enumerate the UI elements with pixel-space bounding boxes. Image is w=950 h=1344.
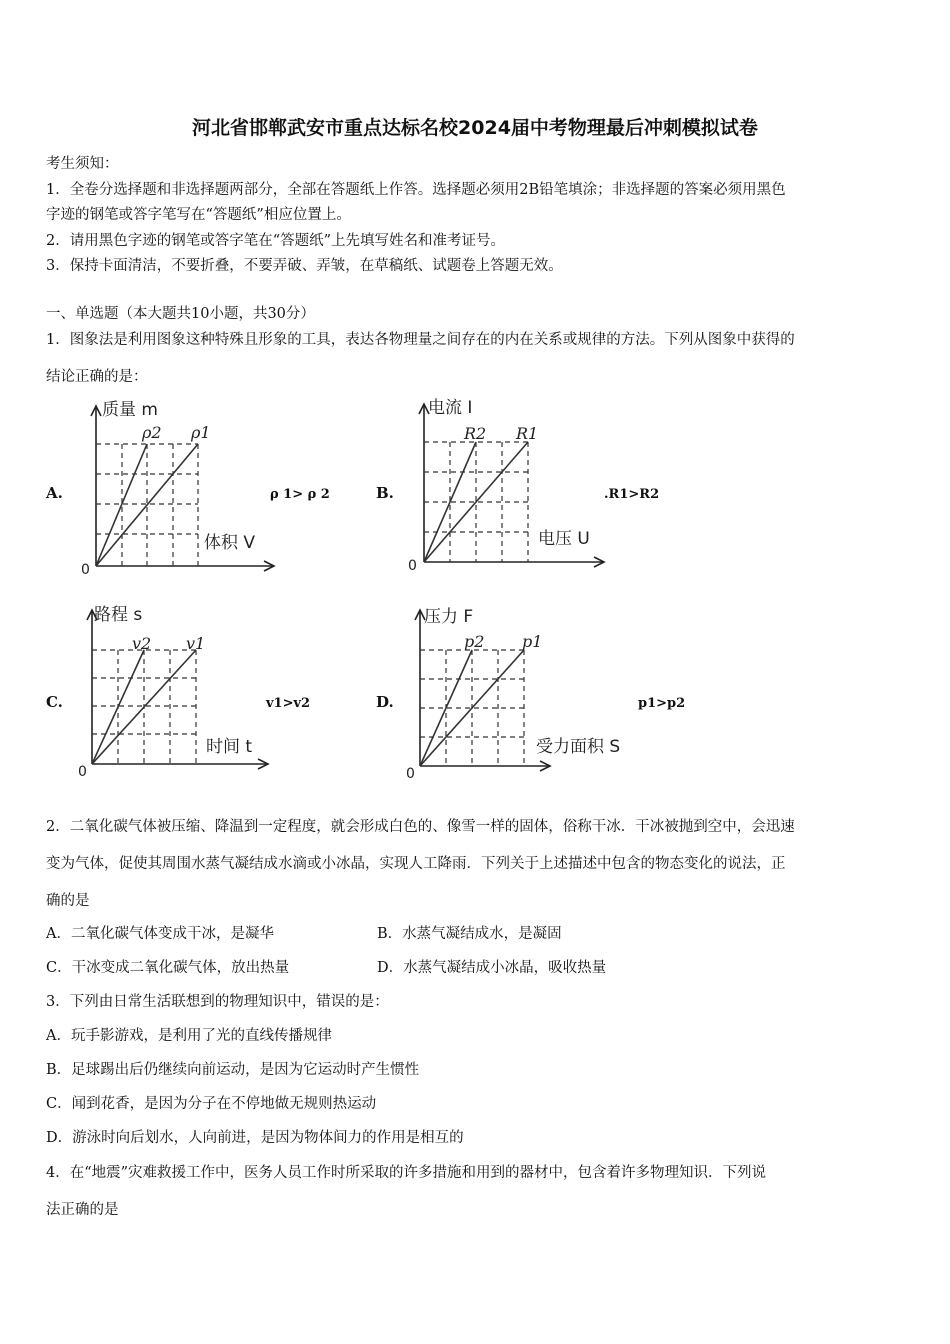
option-d-graph: [400, 600, 640, 784]
question-1-stem: 结论正确的是：: [46, 369, 148, 385]
steep-line-label: v2: [132, 634, 152, 653]
section-heading: 一、单选题（本大题共10小题，共30分）: [46, 306, 315, 322]
question-3-option: D．游泳时向后划水，人向前进，是因为物体间力的作用是相互的: [46, 1130, 464, 1146]
question-2-option-c: C．干冰变成二氧化碳气体，放出热量: [46, 960, 290, 976]
question-2-option-b: B．水蒸气凝结成水，是凝固: [377, 926, 562, 942]
question-1-stem: 1．图象法是利用图象这种特殊且形象的工具，表达各物理量之间存在的内在关系或规律的方法。下列从图象中获得的: [46, 332, 795, 348]
option-a-conclusion: ρ 1> ρ 2: [270, 487, 330, 502]
question-3-stem: 3．下列由日常生活联想到的物理知识中，错误的是：: [46, 994, 389, 1010]
steep-line: [420, 650, 472, 766]
option-a-label: A.: [46, 484, 63, 502]
option-a-graph: [74, 396, 284, 580]
option-d-label: D.: [376, 693, 394, 711]
x-axis-label: 受力面积 S: [536, 737, 621, 757]
x-axis-label: 电压 U: [538, 529, 590, 549]
origin-label: 0: [81, 562, 90, 578]
notice-item: 字迹的钢笔或答字笔写在“答题纸”相应位置上。: [46, 207, 351, 223]
option-c-conclusion: v1>v2: [266, 696, 311, 711]
option-b-label: B.: [376, 484, 394, 502]
question-3-option: A．玩手影游戏，是利用了光的直线传播规律: [46, 1028, 332, 1044]
origin-label: 0: [408, 558, 417, 574]
option-c-graph: [72, 602, 282, 786]
notice-item: 3．保持卡面清洁，不要折叠，不要弄破、弄皱，在草稿纸、试题卷上答题无效。: [46, 258, 563, 274]
question-2-stem: 变为气体，促使其周围水蒸气凝结成水滴或小冰晶，实现人工降雨．下列关于上述描述中包含的物态变化的说法，正: [46, 856, 786, 872]
y-axis-label: 电流 I: [428, 398, 473, 418]
shallow-line: [92, 650, 196, 764]
question-2-option-d: D．水蒸气凝结成小冰晶，吸收热量: [377, 960, 607, 976]
question-3-option: C．闻到花香，是因为分子在不停地做无规则热运动: [46, 1096, 377, 1112]
question-4-stem: 法正确的是: [46, 1202, 119, 1218]
shallow-line-label: v1: [186, 634, 206, 653]
option-d-conclusion: p1>p2: [638, 696, 686, 711]
shallow-line-label: ρ1: [191, 423, 211, 442]
steep-line-label: R2: [464, 424, 487, 443]
origin-label: 0: [406, 766, 415, 782]
shallow-line-label: p1: [522, 632, 543, 651]
x-axis-label: 时间 t: [206, 737, 253, 757]
shallow-line-label: R1: [516, 424, 539, 443]
notice-item: 2．请用黑色字迹的钢笔或答字笔在“答题纸”上先填写姓名和准考证号。: [46, 233, 506, 249]
page-title: 河北省邯郸武安市重点达标名校2024届中考物理最后冲刺模拟试卷: [192, 117, 758, 139]
question-3-option: B．足球踢出后仍继续向前运动，是因为它运动时产生惯性: [46, 1062, 420, 1078]
question-2-stem: 2．二氧化碳气体被压缩、降温到一定程度，就会形成白色的、像雪一样的固体，俗称干冰．干冰被抛到空中，会迅速: [46, 819, 795, 835]
steep-line-label: ρ2: [142, 423, 162, 442]
question-2-stem: 确的是: [46, 893, 90, 909]
question-2-option-a: A．二氧化碳气体变成干冰，是凝华: [46, 926, 274, 942]
shallow-line: [420, 650, 524, 766]
origin-label: 0: [78, 764, 87, 780]
notice-item: 1．全卷分选择题和非选择题两部分，全部在答题纸上作答。选择题必须用2B铅笔填涂；非选择题的答案必须用黑色: [46, 182, 786, 198]
option-b-graph: [404, 394, 614, 578]
y-axis-label: 质量 m: [102, 400, 158, 420]
y-axis-label: 压力 F: [424, 607, 474, 627]
steep-line: [92, 650, 144, 764]
x-axis-label: 体积 V: [204, 533, 256, 553]
notice-heading: 考生须知：: [46, 156, 119, 172]
question-4-stem: 4．在“地震”灾难救援工作中，医务人员工作时所采取的许多措施和用到的器材中，包含着许多物理知识．下列说: [46, 1165, 767, 1181]
steep-line-label: p2: [464, 632, 485, 651]
option-c-label: C.: [46, 693, 63, 711]
option-b-conclusion: .R1>R2: [604, 487, 660, 502]
y-axis-label: 路程 s: [94, 605, 143, 625]
